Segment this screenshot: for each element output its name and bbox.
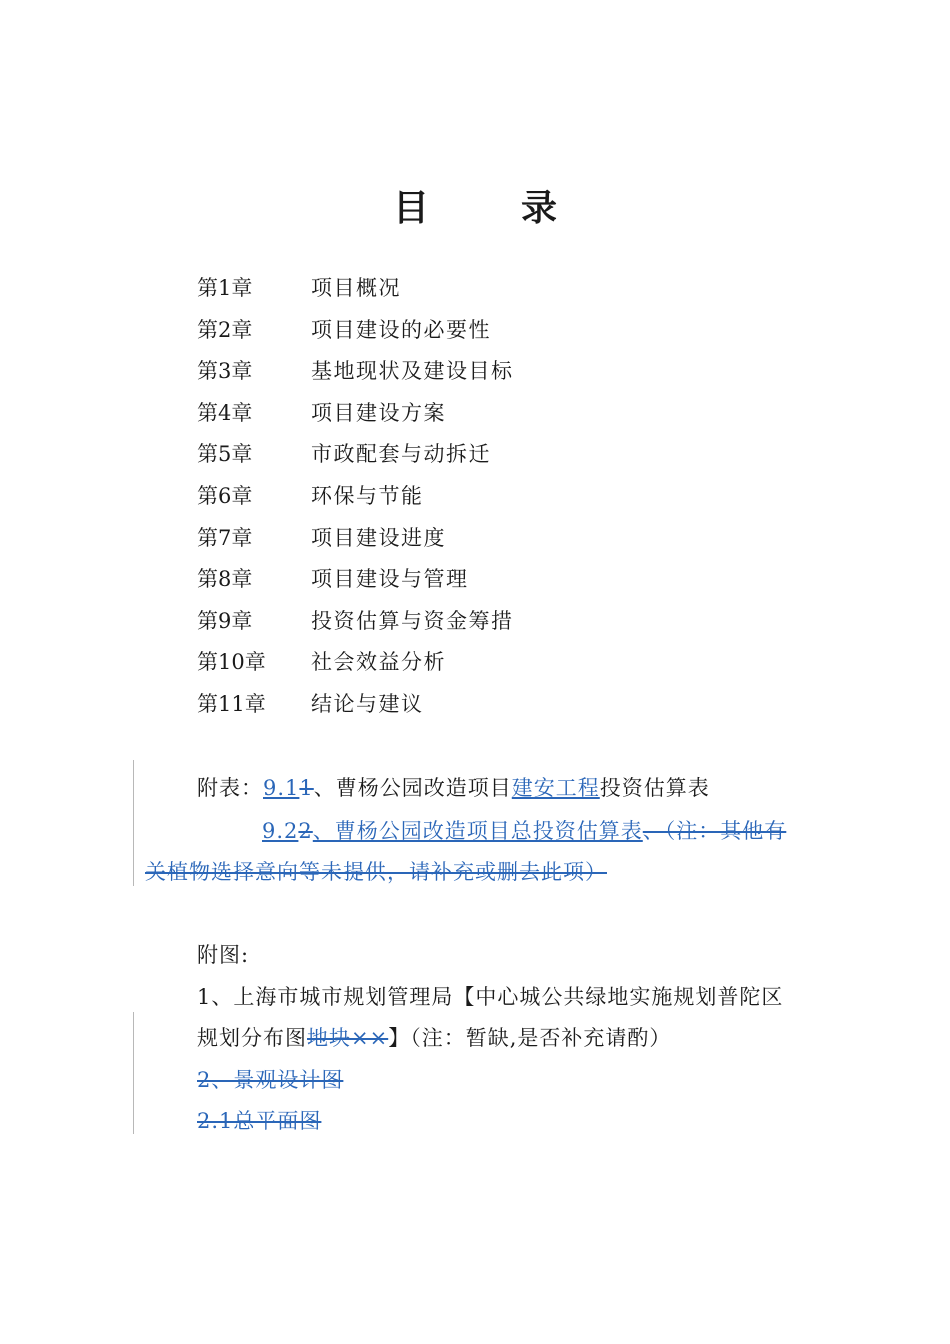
toc-chapter-title: 项目建设进度	[311, 525, 446, 550]
toc-entry[interactable]	[197, 434, 514, 476]
deleted-text: 1	[299, 776, 314, 800]
deleted-text: 关植物选择意向等未提供，请补充或删去此项）	[145, 860, 607, 884]
toc-chapter-number: 第3章	[197, 359, 253, 384]
toc-chapter-number: 第7章	[197, 525, 253, 550]
toc-entry[interactable]	[197, 642, 514, 684]
inserted-text: 建安工程	[511, 776, 600, 800]
toc-chapter-number: 第8章	[197, 567, 253, 592]
deleted-text: 、（注：其他有	[642, 819, 787, 843]
appendix-table-item-1	[197, 772, 710, 802]
toc-chapter-number: 第6章	[197, 483, 253, 508]
toc-chapter-title: 环保与节能	[311, 483, 424, 508]
change-bar	[133, 760, 134, 886]
toc-chapter-title: 基地现状及建设目标	[311, 359, 514, 384]
appendix-figure-item-1-cont	[197, 1022, 671, 1052]
toc-chapter-title: 投资估算与资金筹措	[311, 608, 514, 633]
toc-chapter-title: 项目建设方案	[311, 400, 446, 425]
page-title: 目 录	[392, 187, 585, 229]
toc-entry[interactable]	[197, 476, 514, 518]
change-bar	[133, 1012, 134, 1134]
toc-chapter-title: 项目建设的必要性	[311, 317, 491, 342]
inserted-text: 、曹杨公园改造项目总投资估算表	[312, 819, 643, 843]
appendix-table-item-2	[262, 815, 786, 845]
toc-chapter-number: 第11章	[197, 691, 266, 716]
toc-chapter-title: 项目概况	[311, 276, 401, 300]
appendix-figure-label: 附图:	[197, 943, 250, 967]
toc-entry[interactable]	[197, 393, 514, 435]
toc-chapter-number: 第10章	[197, 650, 266, 675]
appendix-text: 规划分布图	[197, 1026, 307, 1050]
toc-entry[interactable]	[197, 351, 514, 393]
inserted-text: 9.2	[262, 819, 299, 843]
appendix-table-label: 附表：	[197, 776, 263, 800]
appendix-table-note	[145, 856, 607, 886]
toc-chapter-number: 第4章	[197, 400, 253, 425]
toc-entry[interactable]	[197, 518, 514, 560]
toc-chapter-number: 第2章	[197, 317, 253, 342]
appendix-figure-item-1: 1、上海市城市规划管理局【中心城公共绿地实施规划普陀区	[197, 985, 784, 1009]
appendix-figure-item-2	[197, 1064, 343, 1094]
table-of-contents	[197, 268, 514, 726]
toc-chapter-number: 第1章	[197, 276, 253, 300]
deleted-text: 2.1总平面图	[197, 1109, 322, 1133]
appendix-text: 】（注：暂缺,是否补充请酌）	[388, 1026, 672, 1050]
toc-entry[interactable]	[197, 268, 514, 310]
toc-entry[interactable]	[197, 684, 514, 726]
toc-chapter-title: 项目建设与管理	[311, 567, 469, 592]
toc-chapter-number: 第9章	[197, 608, 253, 633]
toc-chapter-title: 市政配套与动拆迁	[311, 442, 491, 467]
inserted-text: 9.1	[263, 776, 300, 800]
toc-chapter-title: 社会效益分析	[311, 650, 446, 675]
deleted-text: 2、景观设计图	[197, 1068, 344, 1092]
toc-entry[interactable]	[197, 601, 514, 643]
deleted-text: 2	[298, 819, 313, 843]
toc-chapter-title: 结论与建议	[311, 691, 424, 716]
appendix-text: 投资估算表	[599, 776, 710, 800]
deleted-text: 地块××	[307, 1026, 389, 1050]
appendix-text: 、曹杨公园改造项目	[313, 776, 512, 800]
toc-entry[interactable]	[197, 559, 514, 601]
appendix-figure-item-3	[197, 1105, 321, 1135]
toc-chapter-number: 第5章	[197, 442, 253, 467]
toc-entry[interactable]	[197, 310, 514, 352]
